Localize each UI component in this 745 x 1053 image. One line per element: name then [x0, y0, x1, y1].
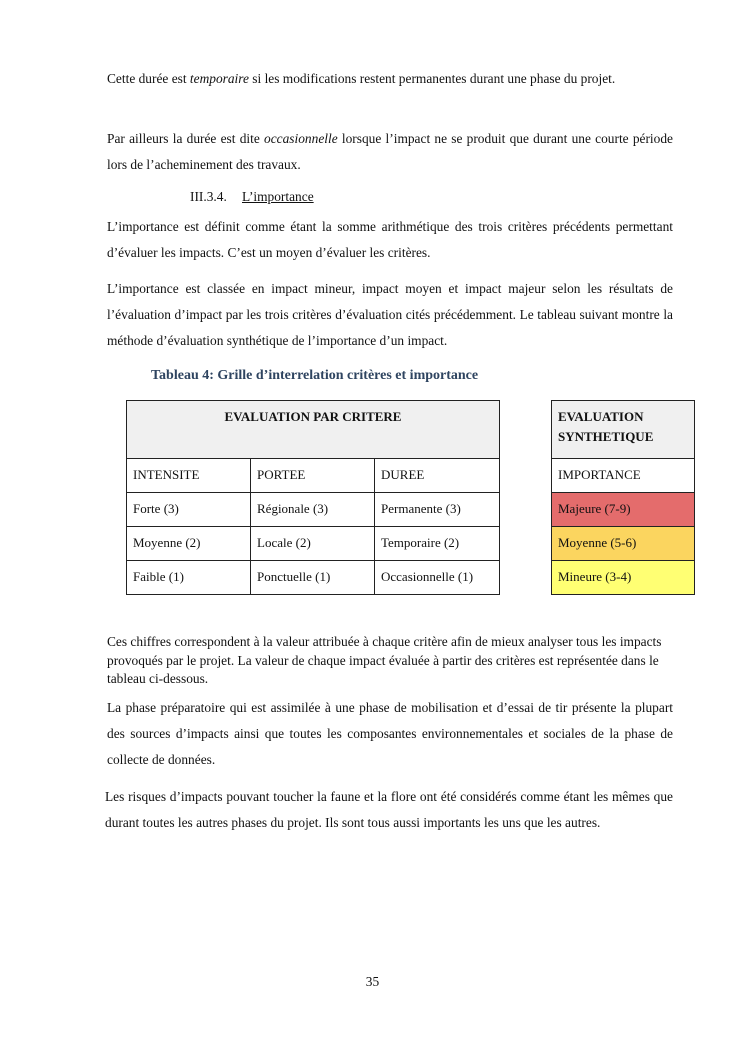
section-heading	[190, 187, 314, 207]
table-caption: Tableau 4: Grille d’interrelation critères et importance	[151, 368, 479, 383]
importance-moyenne-cell: Moyenne (5-6)	[552, 527, 695, 561]
table-cell: Ponctuelle (1)	[251, 561, 375, 595]
column-header: INTENSITE	[127, 459, 251, 493]
paragraph-importance-definition: L’importance est définit comme étant la somme arithmétique des trois critères précédents permettant d’évaluer les impacts. C’est un moyen d’évaluer les critères.	[107, 219, 673, 260]
table-cell: Occasionnelle (1)	[375, 561, 500, 595]
column-header: DUREE	[375, 459, 500, 493]
table-cell: Moyenne (2)	[127, 527, 251, 561]
criteria-header: EVALUATION PAR CRITERE	[127, 401, 500, 459]
paragraph-chiffres: Ces chiffres correspondent à la valeur attribuée à chaque critère afin de mieux analyser tous les impacts provoqués par le projet. La valeur de chaque impact évaluée à partir des critères est représentée dans le tableau ci-dessous.	[107, 634, 662, 686]
section-number: III.3.4.	[190, 189, 227, 204]
column-header: IMPORTANCE	[552, 459, 695, 493]
importance-mineure-cell: Mineure (3-4)	[552, 561, 695, 595]
text: si les modifications restent permanentes durant une phase du projet.	[248, 71, 616, 86]
section-title: L’importance	[242, 189, 314, 204]
table-cell: Régionale (3)	[251, 493, 375, 527]
text: lorsque l’impact ne se produit que durant une courte période lors de l’acheminement des travaux.	[107, 131, 673, 172]
table-cell: Temporaire (2)	[375, 527, 500, 561]
importance-majeure-cell: Majeure (7-9)	[552, 493, 695, 527]
table-cell: Forte (3)	[127, 493, 251, 527]
table-cell: Faible (1)	[127, 561, 251, 595]
column-header: PORTEE	[251, 459, 375, 493]
paragraph-duree-occasionnelle	[107, 126, 673, 178]
synthesis-table	[551, 400, 695, 595]
text: Cette durée est	[107, 71, 190, 86]
emphasis: temporaire	[189, 71, 249, 86]
emphasis: occasionnelle	[264, 131, 338, 146]
synthesis-header: EVALUATION SYNTHETIQUE	[552, 401, 695, 459]
text: Par ailleurs la durée est dite	[107, 131, 265, 146]
paragraph-duree-temporaire	[107, 66, 673, 92]
paragraph-phase-preparatoire: La phase préparatoire qui est assimilée à une phase de mobilisation et d’essai de tir présente la plupart des sources d’impacts ainsi que toutes les composantes environnementales et sociales de la phase de collecte de données.	[107, 700, 673, 767]
paragraph-faune-flore: Les risques d’impacts pouvant toucher la faune et la flore ont été considérés comme étant les mêmes que durant toutes les autres phases du projet. Ils sont tous aussi importants les uns que les autres.	[105, 789, 673, 830]
table-cell: Locale (2)	[251, 527, 375, 561]
table-cell: Permanente (3)	[375, 493, 500, 527]
paragraph-importance-classification: L’importance est classée en impact mineur, impact moyen et impact majeur selon les résultats de l’évaluation d’impact par les trois critères d’évaluation cités précédemment. Le tableau suivant montre la méthode d’évaluation synthétique de l’importance d’un impact.	[107, 281, 673, 348]
criteria-table	[126, 400, 500, 595]
page-number: 35	[365, 974, 380, 989]
